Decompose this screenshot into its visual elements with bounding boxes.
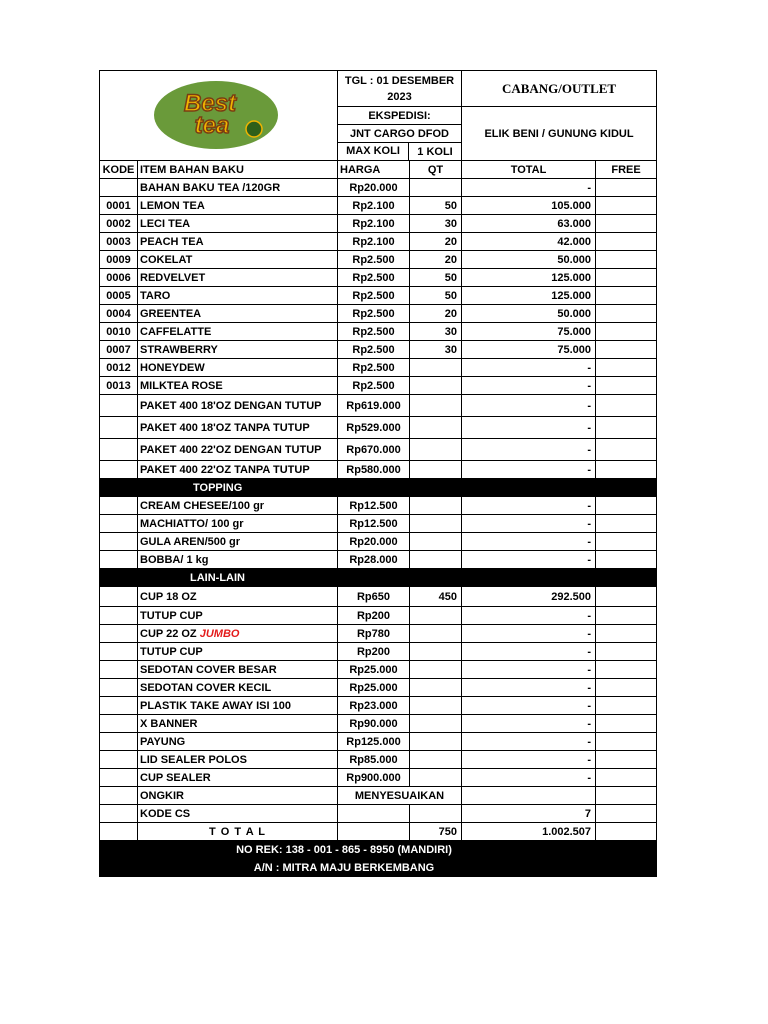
row-total: - [462, 377, 596, 395]
row-harga [338, 823, 410, 841]
row-harga: Rp200 [338, 643, 410, 661]
row-free [596, 823, 657, 841]
row-total: - [462, 751, 596, 769]
row-item: MACHIATTO/ 100 gr [138, 515, 338, 533]
row-total: 125.000 [462, 287, 596, 305]
table-row [100, 233, 657, 251]
row-harga: Rp23.000 [338, 697, 410, 715]
row-kode [100, 515, 138, 533]
row-total: 75.000 [462, 323, 596, 341]
table-row [100, 551, 657, 569]
row-free [596, 587, 657, 607]
row-free [596, 305, 657, 323]
table-row [100, 515, 657, 533]
max-koli-value: 1 KOLI [417, 145, 453, 158]
row-free [596, 751, 657, 769]
row-qt [410, 805, 462, 823]
row-item [138, 607, 338, 625]
row-free [596, 179, 657, 197]
table-row [100, 769, 657, 787]
row-free [596, 661, 657, 679]
bank-account-name: A/N : MITRA MAJU BERKEMBANG [100, 859, 657, 877]
row-kode [100, 751, 138, 769]
row-harga: Rp28.000 [338, 551, 410, 569]
row-kode [100, 179, 138, 197]
logo-mascot-icon [246, 121, 262, 137]
row-harga: Rp2.500 [338, 287, 410, 305]
row-qt: 20 [410, 251, 462, 269]
section-topping-label: TOPPING [138, 479, 338, 497]
row-harga: Rp580.000 [338, 461, 410, 479]
row-total: - [462, 417, 596, 439]
row-free [596, 215, 657, 233]
table-row [100, 287, 657, 305]
row-kode [100, 497, 138, 515]
table-row [100, 179, 657, 197]
table-row [100, 479, 657, 497]
row-qt: 50 [410, 269, 462, 287]
row-free [596, 643, 657, 661]
row-item-label: LID SEALER POLOS [140, 753, 247, 766]
table-row [100, 787, 657, 805]
table-row [100, 439, 657, 461]
row-qt [410, 461, 462, 479]
ongkir-value: MENYESUAIKAN [338, 787, 462, 805]
table-row [100, 679, 657, 697]
row-free [596, 395, 657, 417]
row-free [596, 341, 657, 359]
row-kode [100, 769, 138, 787]
col-qt-header: QT [410, 161, 462, 179]
expedition-label: EKSPEDISI: [338, 107, 462, 125]
section-spacer [338, 479, 657, 497]
row-total: - [462, 661, 596, 679]
table-row [100, 251, 657, 269]
table-row [100, 715, 657, 733]
row-harga: Rp2.100 [338, 197, 410, 215]
row-item [138, 625, 338, 643]
row-qt [410, 715, 462, 733]
jumbo-tag: JUMBO [199, 627, 240, 640]
row-item [138, 679, 338, 697]
row-free [596, 697, 657, 715]
row-item [138, 733, 338, 751]
table-row [100, 569, 657, 587]
order-date: TGL : 01 DESEMBER 2023 [338, 71, 462, 107]
expedition-value: JNT CARGO DFOD [338, 125, 462, 143]
section-spacer [100, 569, 138, 587]
table-row [100, 607, 657, 625]
row-harga: Rp650 [338, 587, 410, 607]
table-row [100, 461, 657, 479]
table-row [100, 215, 657, 233]
table-row [100, 643, 657, 661]
row-item: LECI TEA [138, 215, 338, 233]
row-qt: 30 [410, 341, 462, 359]
row-qt [410, 497, 462, 515]
row-total: - [462, 679, 596, 697]
col-total-header: TOTAL [462, 161, 596, 179]
row-total: 50.000 [462, 251, 596, 269]
row-free [596, 515, 657, 533]
row-item: COKELAT [138, 251, 338, 269]
row-free [596, 787, 657, 805]
row-free [596, 715, 657, 733]
row-item-label: PLASTIK TAKE AWAY ISI 100 [140, 699, 291, 712]
table-row [100, 323, 657, 341]
table-row [100, 625, 657, 643]
section-spacer [100, 479, 138, 497]
row-free [596, 533, 657, 551]
row-harga: Rp900.000 [338, 769, 410, 787]
row-total: - [462, 179, 596, 197]
row-harga: Rp2.500 [338, 323, 410, 341]
order-table [99, 70, 657, 877]
row-kode [100, 787, 138, 805]
table-row [100, 377, 657, 395]
row-free [596, 497, 657, 515]
row-harga: Rp670.000 [338, 439, 410, 461]
order-sheet [99, 70, 656, 877]
row-item: PAKET 400 18'OZ TANPA TUTUP [138, 417, 338, 439]
table-row [100, 841, 657, 859]
row-harga: Rp12.500 [338, 515, 410, 533]
row-free [596, 625, 657, 643]
row-qt: 30 [410, 215, 462, 233]
row-qt [410, 551, 462, 569]
row-harga: Rp619.000 [338, 395, 410, 417]
row-free [596, 323, 657, 341]
row-harga: Rp2.500 [338, 269, 410, 287]
col-harga-header: HARGA [338, 161, 410, 179]
row-item-label: TUTUP CUP [140, 645, 203, 658]
row-total: 105.000 [462, 197, 596, 215]
row-free [596, 679, 657, 697]
row-kode [100, 697, 138, 715]
row-kode: 0010 [100, 323, 138, 341]
row-harga: Rp2.500 [338, 341, 410, 359]
row-item: BAHAN BAKU TEA /120GR [138, 179, 338, 197]
row-qt [410, 359, 462, 377]
row-qt [410, 395, 462, 417]
row-item: PAKET 400 18'OZ DENGAN TUTUP [138, 395, 338, 417]
row-total: - [462, 515, 596, 533]
row-harga: Rp2.500 [338, 377, 410, 395]
row-free [596, 287, 657, 305]
row-item: CREAM CHESEE/100 gr [138, 497, 338, 515]
row-item: MILKTEA ROSE [138, 377, 338, 395]
row-free [596, 359, 657, 377]
table-row [100, 661, 657, 679]
row-kode: 0006 [100, 269, 138, 287]
row-harga: Rp529.000 [338, 417, 410, 439]
row-item [138, 587, 338, 607]
row-kode [100, 661, 138, 679]
row-item [138, 751, 338, 769]
row-harga: Rp25.000 [338, 679, 410, 697]
row-item: PEACH TEA [138, 233, 338, 251]
row-kode [100, 643, 138, 661]
row-kode: 0013 [100, 377, 138, 395]
table-row [100, 269, 657, 287]
row-harga: Rp85.000 [338, 751, 410, 769]
bank-account-number: NO REK: 138 - 001 - 865 - 8950 (MANDIRI) [100, 841, 657, 859]
row-item-label: PAYUNG [140, 735, 186, 748]
col-item-header: ITEM BAHAN BAKU [138, 161, 338, 179]
row-kode: 0003 [100, 233, 138, 251]
row-harga: Rp2.100 [338, 215, 410, 233]
table-row [100, 823, 657, 841]
row-item-label: CUP SEALER [140, 771, 211, 784]
kode-cs-value: 7 [462, 805, 596, 823]
row-total: - [462, 359, 596, 377]
row-free [596, 439, 657, 461]
row-harga: Rp25.000 [338, 661, 410, 679]
row-item-label: TUTUP CUP [140, 609, 203, 622]
row-item-label: CUP 22 OZ [140, 627, 200, 640]
row-item-label: CUP 18 OZ [140, 590, 197, 603]
row-total: 292.500 [462, 587, 596, 607]
ongkir-label: ONGKIR [138, 787, 338, 805]
row-qt: 50 [410, 197, 462, 215]
table-row [100, 751, 657, 769]
row-qt: 20 [410, 305, 462, 323]
row-free [596, 251, 657, 269]
row-kode: 0007 [100, 341, 138, 359]
row-qt [410, 679, 462, 697]
row-kode [100, 439, 138, 461]
row-kode [100, 715, 138, 733]
row-item-label: SEDOTAN COVER BESAR [140, 663, 277, 676]
table-row [100, 859, 657, 877]
row-qt [410, 179, 462, 197]
row-free [596, 733, 657, 751]
row-harga: Rp12.500 [338, 497, 410, 515]
row-kode [100, 805, 138, 823]
row-qt [410, 607, 462, 625]
row-qt [410, 533, 462, 551]
row-kode [100, 733, 138, 751]
row-qt [410, 625, 462, 643]
row-qt: 20 [410, 233, 462, 251]
row-total: - [462, 625, 596, 643]
row-kode: 0012 [100, 359, 138, 377]
row-harga: Rp200 [338, 607, 410, 625]
row-harga: Rp2.500 [338, 359, 410, 377]
row-harga: Rp125.000 [338, 733, 410, 751]
row-qt [410, 515, 462, 533]
row-kode [100, 533, 138, 551]
table-row [100, 733, 657, 751]
row-total: 75.000 [462, 341, 596, 359]
col-kode-header: KODE [100, 161, 138, 179]
row-free [596, 551, 657, 569]
row-kode [100, 417, 138, 439]
logo-cell [100, 71, 338, 161]
row-harga [338, 805, 410, 823]
row-kode [100, 461, 138, 479]
row-total: - [462, 497, 596, 515]
row-item [138, 643, 338, 661]
table-row [100, 359, 657, 377]
section-spacer [338, 569, 657, 587]
logo-text-best: Best [183, 90, 236, 117]
row-harga: Rp90.000 [338, 715, 410, 733]
row-kode: 0005 [100, 287, 138, 305]
kode-cs-label: KODE CS [138, 805, 338, 823]
row-kode [100, 587, 138, 607]
row-qt [410, 751, 462, 769]
row-kode: 0009 [100, 251, 138, 269]
row-kode [100, 395, 138, 417]
row-total [462, 787, 596, 805]
row-total: - [462, 697, 596, 715]
row-total: 42.000 [462, 233, 596, 251]
row-item: BOBBA/ 1 kg [138, 551, 338, 569]
row-item [138, 769, 338, 787]
max-koli-cell [338, 143, 462, 161]
row-kode: 0004 [100, 305, 138, 323]
table-row [100, 395, 657, 417]
row-item-label: SEDOTAN COVER KECIL [140, 681, 272, 694]
table-row [100, 161, 657, 179]
section-lain-label: LAIN-LAIN [138, 569, 338, 587]
table-row [100, 587, 657, 607]
grand-total-qt: 750 [410, 823, 462, 841]
row-total: - [462, 461, 596, 479]
row-kode [100, 607, 138, 625]
row-free [596, 769, 657, 787]
row-free [596, 197, 657, 215]
row-free [596, 805, 657, 823]
row-total: 63.000 [462, 215, 596, 233]
row-qt [410, 661, 462, 679]
row-qt [410, 439, 462, 461]
row-free [596, 461, 657, 479]
row-qt: 450 [410, 587, 462, 607]
row-qt: 50 [410, 287, 462, 305]
row-total: - [462, 607, 596, 625]
row-qt [410, 733, 462, 751]
row-total: - [462, 395, 596, 417]
row-kode [100, 823, 138, 841]
row-item: REDVELVET [138, 269, 338, 287]
row-total: - [462, 733, 596, 751]
row-item: PAKET 400 22'OZ DENGAN TUTUP [138, 439, 338, 461]
row-total: - [462, 533, 596, 551]
row-total: - [462, 769, 596, 787]
table-row [100, 533, 657, 551]
table-row [100, 697, 657, 715]
row-item [138, 715, 338, 733]
row-item [138, 661, 338, 679]
row-item [138, 697, 338, 715]
branch-value: ELIK BENI / GUNUNG KIDUL [462, 107, 657, 161]
row-harga: Rp20.000 [338, 179, 410, 197]
row-qt [410, 697, 462, 715]
row-free [596, 377, 657, 395]
row-item: CAFFELATTE [138, 323, 338, 341]
col-free-header: FREE [596, 161, 657, 179]
row-item: STRAWBERRY [138, 341, 338, 359]
row-kode [100, 679, 138, 697]
table-row [100, 417, 657, 439]
row-kode: 0002 [100, 215, 138, 233]
logo-text-tea: tea [194, 112, 229, 139]
row-item: GREENTEA [138, 305, 338, 323]
row-qt [410, 417, 462, 439]
row-qt: 30 [410, 323, 462, 341]
table-row [100, 305, 657, 323]
best-tea-logo [154, 77, 284, 151]
branch-label: CABANG/OUTLET [462, 71, 657, 107]
row-item: PAKET 400 22'OZ TANPA TUTUP [138, 461, 338, 479]
row-free [596, 417, 657, 439]
row-item-label: X BANNER [140, 717, 198, 730]
row-qt [410, 769, 462, 787]
row-qt [410, 643, 462, 661]
row-total: 50.000 [462, 305, 596, 323]
row-free [596, 269, 657, 287]
grand-total-value: 1.002.507 [462, 823, 596, 841]
table-row [100, 197, 657, 215]
grand-total-label: T O T A L [138, 823, 338, 841]
row-item: TARO [138, 287, 338, 305]
row-total: 125.000 [462, 269, 596, 287]
row-item: GULA AREN/500 gr [138, 533, 338, 551]
row-total: - [462, 551, 596, 569]
row-harga: Rp2.100 [338, 233, 410, 251]
row-kode: 0001 [100, 197, 138, 215]
row-harga: Rp780 [338, 625, 410, 643]
row-qt [410, 377, 462, 395]
row-harga: Rp20.000 [338, 533, 410, 551]
row-free [596, 607, 657, 625]
table-row [100, 341, 657, 359]
max-koli-label: MAX KOLI [338, 143, 409, 160]
row-total: - [462, 439, 596, 461]
row-free [596, 233, 657, 251]
table-row [100, 805, 657, 823]
row-kode [100, 625, 138, 643]
table-row [100, 497, 657, 515]
row-kode [100, 551, 138, 569]
row-harga: Rp2.500 [338, 305, 410, 323]
row-total: - [462, 643, 596, 661]
row-item: LEMON TEA [138, 197, 338, 215]
row-harga: Rp2.500 [338, 251, 410, 269]
row-total: - [462, 715, 596, 733]
row-item: HONEYDEW [138, 359, 338, 377]
